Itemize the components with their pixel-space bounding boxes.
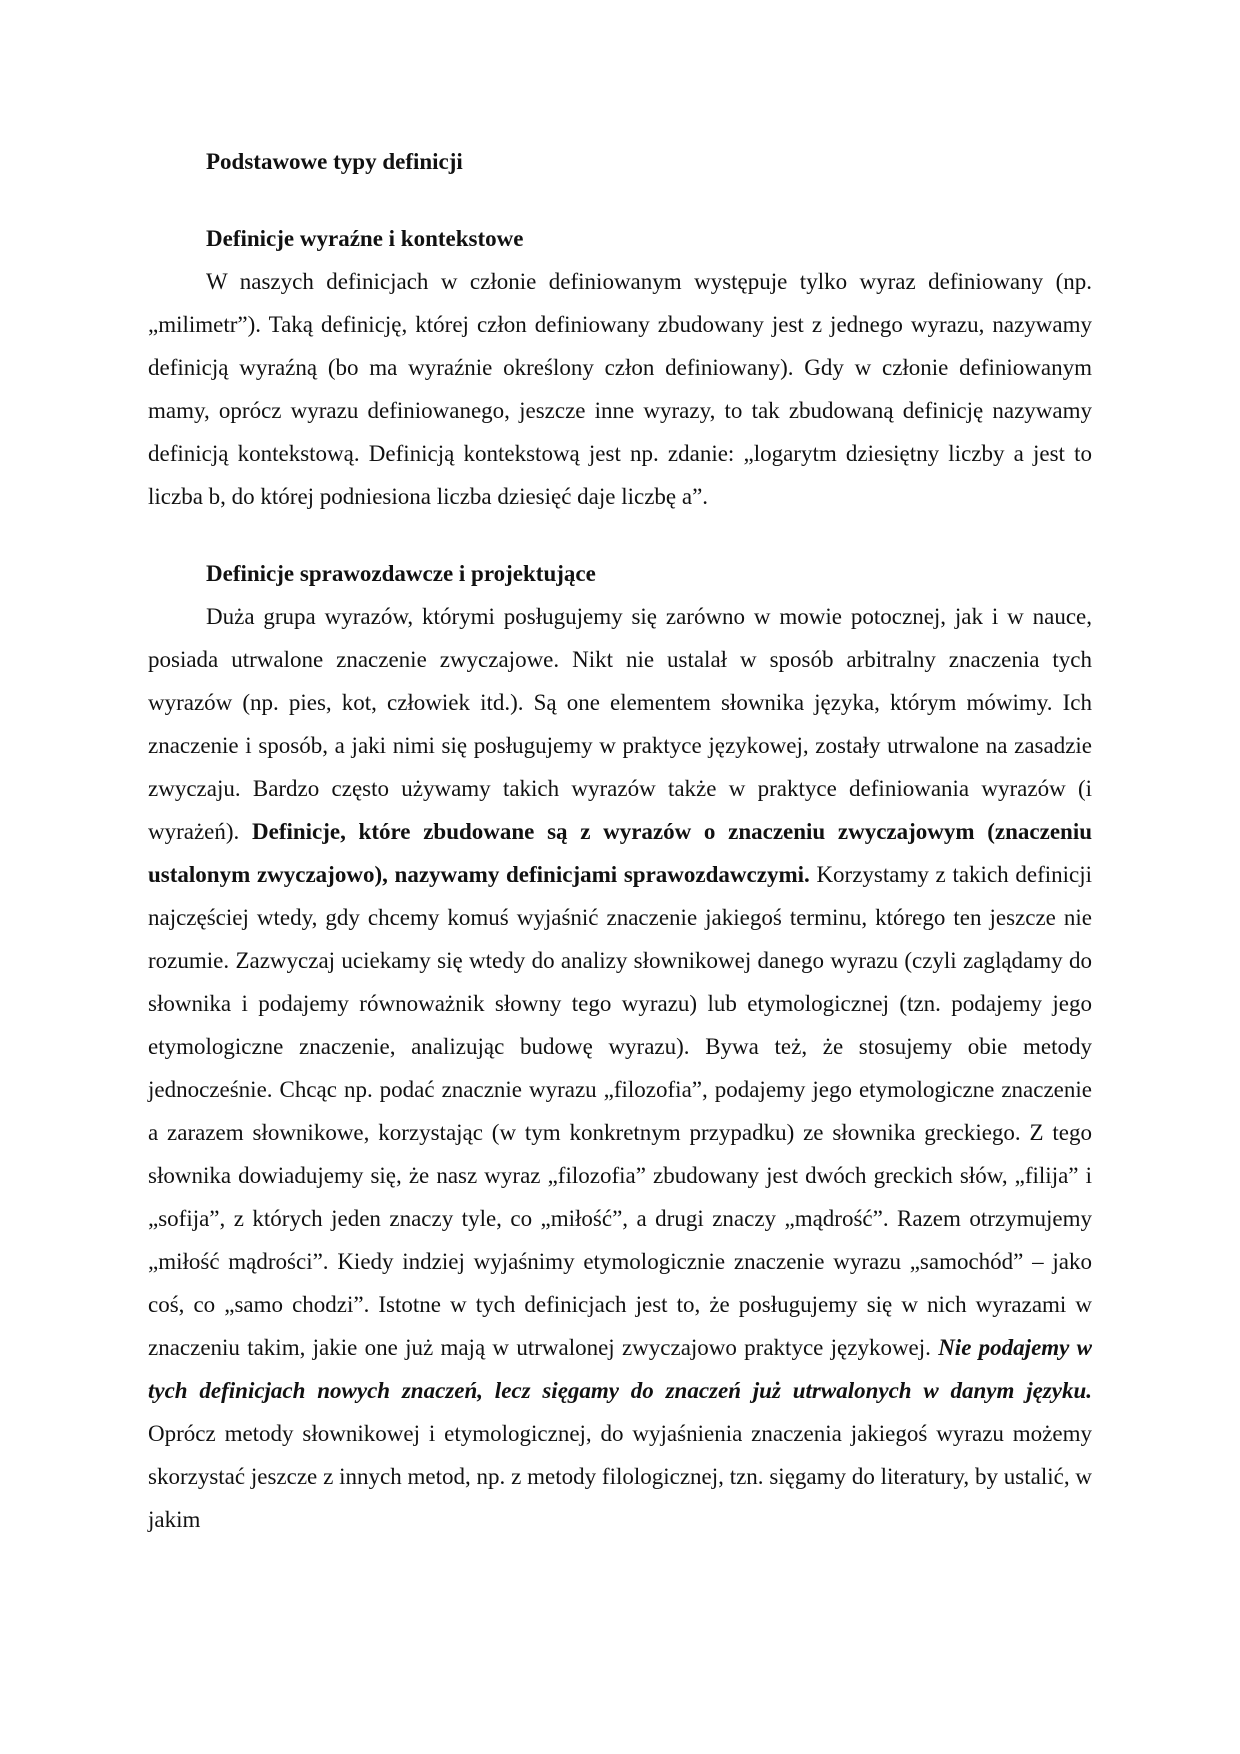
paragraph-explicit-contextual: W naszych definicjach w członie definiowanym występuje tylko wyraz definiowany (np. „milimetr”). Taką definicję, której człon definiowany zbudowany jest z jednego wyrazu, nazywamy definicją wyraźną (bo ma wyraźnie określony człon definiowany). Gdy w członie definiowanym mamy, oprócz wyrazu definiowanego, jeszcze inne wyrazy, to tak zbudowaną definicję nazywamy definicją kontekstową. Definicją kontekstową jest np. zdanie: „logarytm dziesiętny liczby a jest to liczba b, do której podniesiona liczba dziesięć daje liczbę a”.: [148, 269, 1092, 509]
section-heading-explicit-contextual: Definicje wyraźne i kontekstowe: [206, 226, 524, 251]
paragraph-text: Oprócz metody słownikowej i etymologicznej, do wyjaśnienia znaczenia jakiegoś wyrazu możemy skorzystać jeszcze z innych metod, np. z metody filologicznej, tzn. sięgamy do literatury, by ustalić, w jakim: [148, 1421, 1092, 1532]
bold-italic-emphasis: Nie podajemy w tych definicjach nowych znaczeń, lecz sięgamy do znaczeń już utrwalonych w danym języku.: [148, 1335, 1092, 1403]
document-page: [148, 140, 1092, 1541]
paragraph-reporting-definitions: [148, 595, 1092, 1541]
paragraph-text: Duża grupa wyrazów, którymi posługujemy się zarówno w mowie potocznej, jak i w nauce, posiada utrwalone znaczenie zwyczajowe. Nikt nie ustalał w sposób arbitralny znaczenia tych wyrazów (np. pies, kot, człowiek itd.). Są one elementem słownika języka, którym mówimy. Ich znaczenie i sposób, a jaki nimi się posługujemy w praktyce językowej, zostały utrwalone na zasadzie zwyczaju. Bardzo często używamy takich wyrazów także w praktyce definiowania wyrazów (i wyrażeń).: [148, 604, 1092, 844]
bold-definition-statement: Definicje, które zbudowane są z wyrazów o znaczeniu zwyczajowym (znaczeniu ustalonym zwyczajowo), nazywamy definicjami sprawozdawczymi.: [148, 819, 1092, 887]
section-heading-reporting-designing: Definicje sprawozdawcze i projektujące: [206, 561, 596, 586]
document-title: Podstawowe typy definicji: [206, 149, 463, 174]
paragraph-text: Korzystamy z takich definicji najczęściej wtedy, gdy chcemy komuś wyjaśnić znaczenie jakiegoś terminu, którego ten jeszcze nie rozumie. Zazwyczaj uciekamy się wtedy do analizy słownikowej danego wyrazu (czyli zaglądamy do słownika i podajemy równoważnik słowny tego wyrazu) lub etymologicznej (tzn. podajemy jego etymologiczne znaczenie, analizując budowę wyrazu). Bywa też, że stosujemy obie metody jednocześnie. Chcąc np. podać znacznie wyrazu „filozofia”, podajemy jego etymologiczne znaczenie a zarazem słownikowe, korzystając (w tym konkretnym przypadku) ze słownika greckiego. Z tego słownika dowiadujemy się, że nasz wyraz „filozofia” zbudowany jest dwóch greckich słów, „filija” i „sofija”, z których jeden znaczy tyle, co „miłość”, a drugi znaczy „mądrość”. Razem otrzymujemy „miłość mądrości”. Kiedy indziej wyjaśnimy etymologicznie znaczenie wyrazu „samochód” – jako coś, co „samo chodzi”. Istotne w tych definicjach jest to, że posługujemy się w nich wyrazami w znaczeniu takim, jakie one już mają w utrwalonej zwyczajowo praktyce językowej.: [148, 862, 1092, 1360]
